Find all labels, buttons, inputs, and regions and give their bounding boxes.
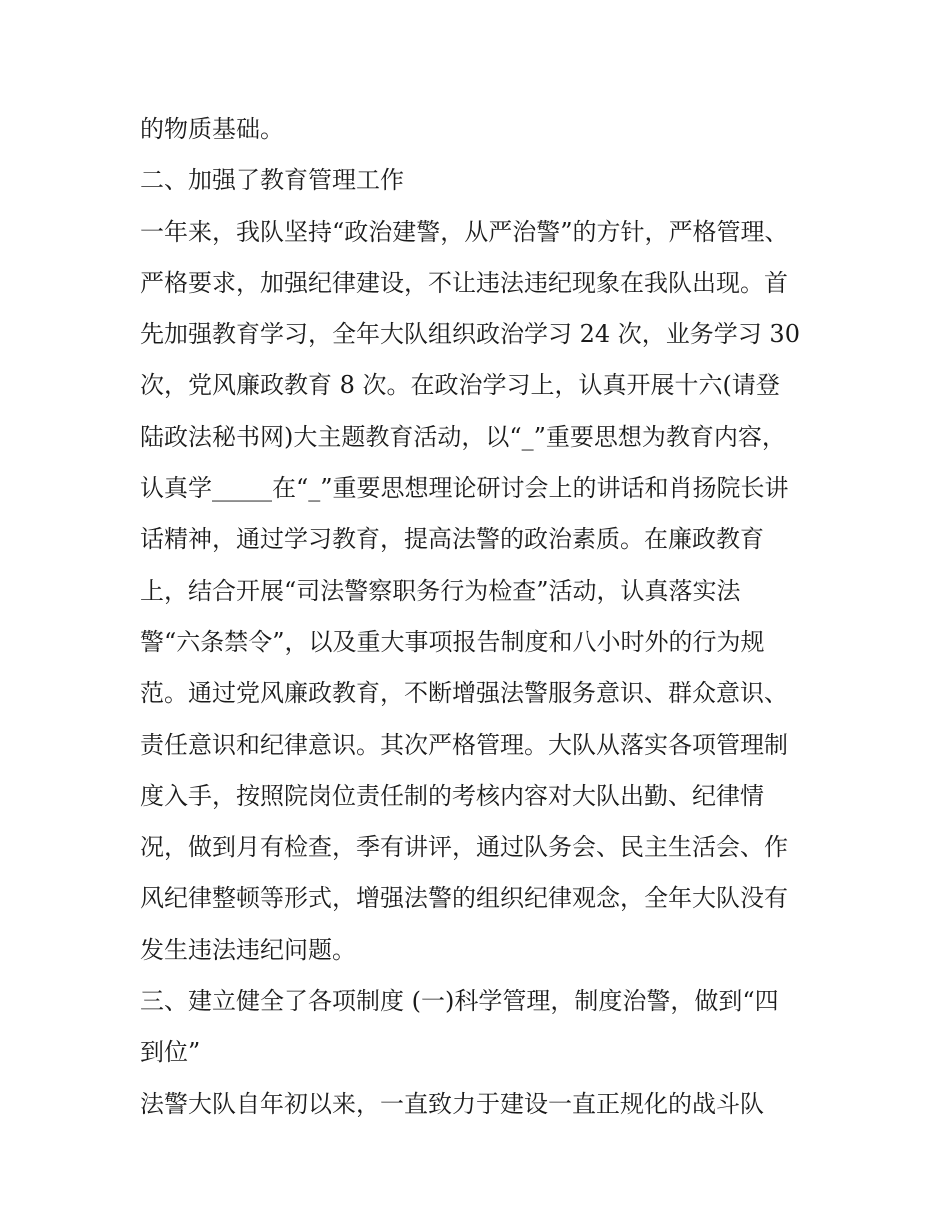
text-line-7: 陆政法秘书网)大主题教育活动，以“_”重要思想为教育内容， (140, 422, 786, 451)
text-line-3: 一年来，我队坚持“政治建警，从严治警”的方针，严格管理、 (140, 217, 789, 246)
text-line-11: 警“六条禁令”，以及重大事项报告制度和八小时外的行为规 (140, 627, 765, 656)
text-line-5: 先加强教育学习，全年大队组织政治学习 24 次，业务学习 30 (140, 320, 800, 349)
text-line-4: 严格要求，加强纪律建设，不让违法违纪现象在我队出现。首 (140, 268, 788, 297)
text-line-14: 度入手，按照院岗位责任制的考核内容对大队出勤、纪律情 (140, 781, 764, 810)
section-heading-3-cont: 到位” (140, 1038, 201, 1067)
text-line-8: 认真学_____在“_”重要思想理论研讨会上的讲话和肖扬院长讲 (140, 474, 789, 503)
text-line-9: 话精神，通过学习教育，提高法警的政治素质。在廉政教育 (140, 525, 764, 554)
section-heading-2: 二、加强了教育管理工作 (140, 166, 404, 195)
text-line-10: 上，结合开展“司法警察职务行为检查”活动，认真落实法 (140, 576, 741, 605)
text-line-17: 发生违法违纪问题。 (140, 935, 356, 964)
text-line-1: 的物质基础。 (140, 115, 284, 143)
document-body (140, 106, 830, 1132)
text-line-12: 范。通过党风廉政教育，不断增强法警服务意识、群众意识、 (140, 679, 788, 708)
text-line-6: 次，党风廉政教育 8 次。在政治学习上，认真开展十六(请登 (140, 371, 780, 400)
section-heading-3: 三、建立健全了各项制度 (一)科学管理，制度治警，做到“四 (140, 987, 779, 1016)
text-line-20: 法警大队自年初以来，一直致力于建设一直正规化的战斗队 (140, 1089, 764, 1118)
text-line-15: 况，做到月有检查，季有讲评，通过队务会、民主生活会、作 (140, 833, 788, 862)
text-line-13: 责任意识和纪律意识。其次严格管理。大队从落实各项管理制 (140, 730, 788, 759)
text-line-16: 风纪律整顿等形式，增强法警的组织纪律观念，全年大队没有 (140, 884, 788, 913)
